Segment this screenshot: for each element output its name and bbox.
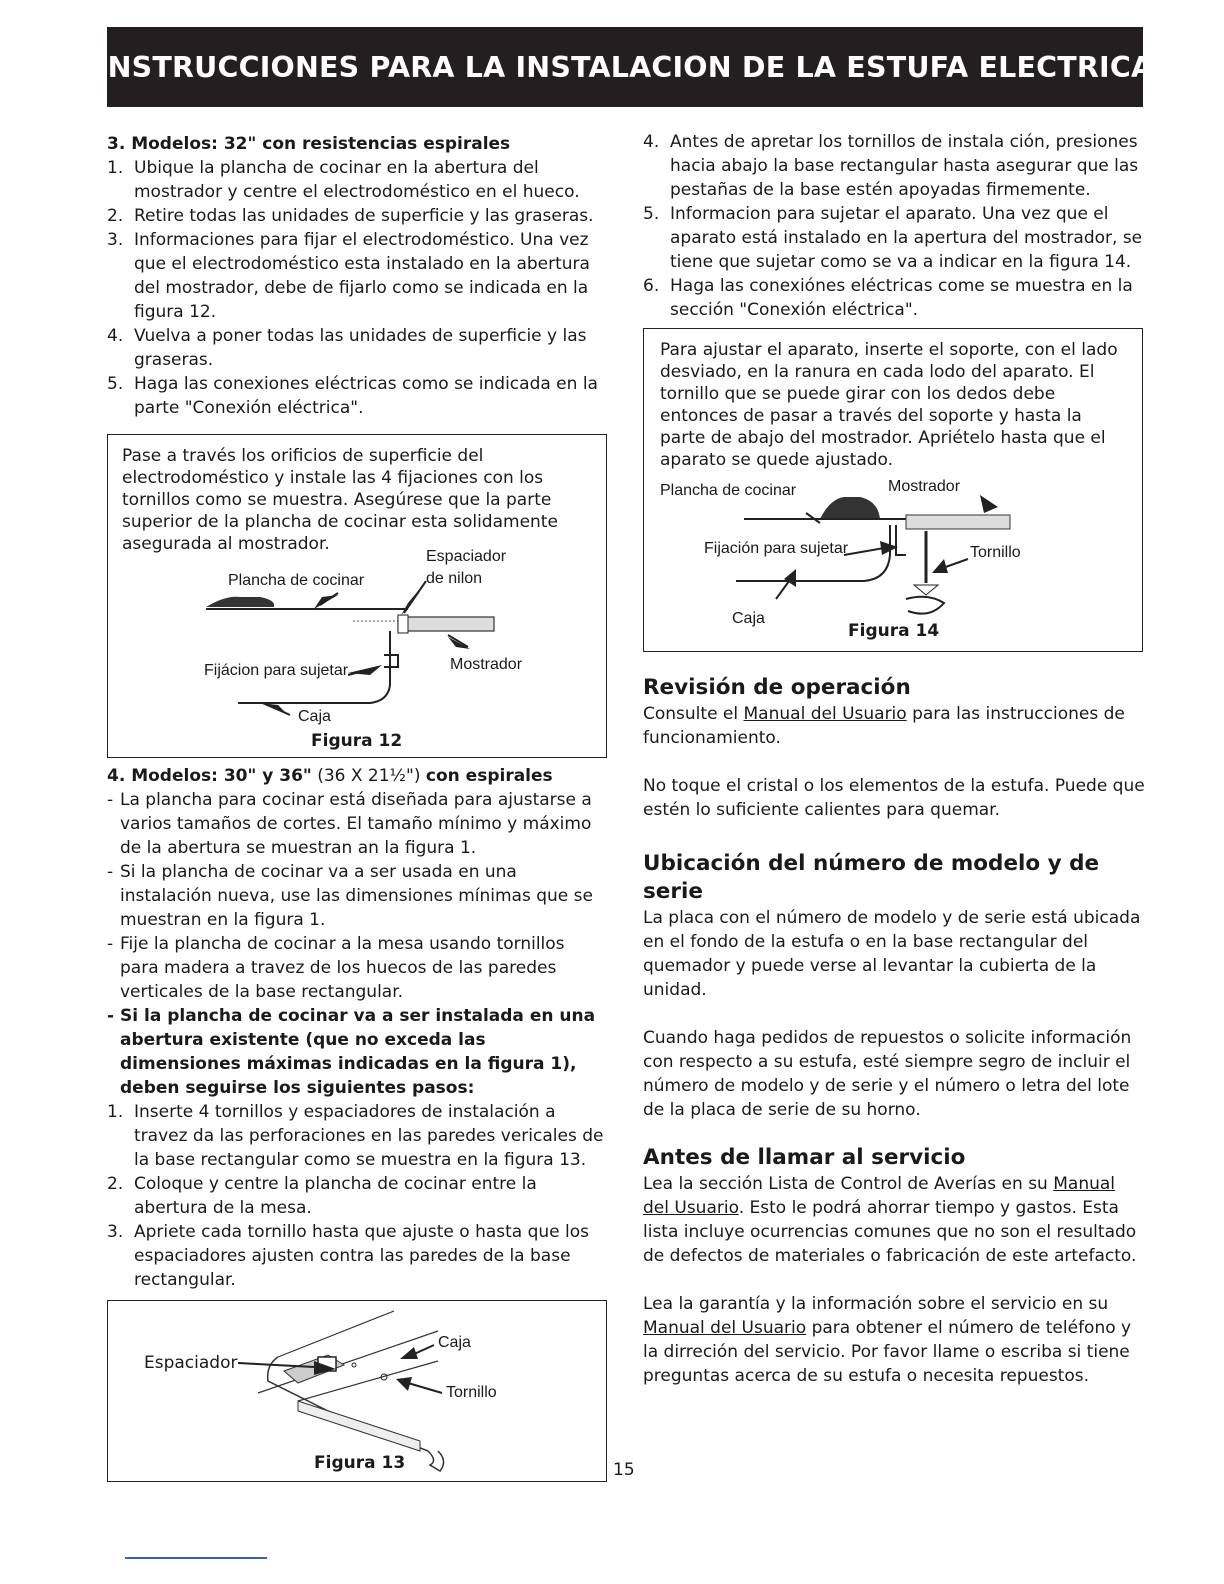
- right-column: [643, 130, 1145, 1388]
- operation-p1: Consulte el Manual del Usuario para las instrucciones de funcionamiento.: [643, 704, 1125, 748]
- list-item: 2. Retire todas las unidades de superficie y las graseras.: [107, 206, 594, 226]
- fig13-label-box: Caja: [438, 1334, 471, 1351]
- list-item: 2. Coloque y centre la plancha de cocinar entre la abertura de la mesa.: [107, 1174, 537, 1218]
- fig12-label-box: Caja: [298, 708, 331, 725]
- fig12-label-counter: Mostrador: [450, 656, 523, 673]
- user-manual-link[interactable]: Manual del Usuario: [643, 1318, 807, 1338]
- figure-13-caption: Figura 13: [314, 1453, 406, 1473]
- page-number: 15: [613, 1460, 635, 1480]
- figure-12-drawing: [108, 435, 606, 757]
- service-heading: Antes de llamar al servicio: [643, 1145, 966, 1170]
- list-item: 5. Informacion para sujetar el aparato. Una vez que el aparato está instalado en la apertura del mostrador, se tiene que sujetar como se va a indicar en la figura 14.: [643, 204, 1143, 272]
- fig12-label-spacer: Espaciador: [426, 548, 507, 565]
- fig14-label-screw: Tornillo: [970, 544, 1021, 561]
- list-item: - Si la plancha de cocinar va a ser usada en una instalación nueva, use las dimensiones mínimas que se muestran en la figura 1.: [107, 862, 593, 930]
- footer-line: [125, 1557, 267, 1559]
- figure-13: [107, 1300, 607, 1482]
- user-manual-link[interactable]: Manual del Usuario: [743, 704, 907, 724]
- figure-14-text: Para ajustar el aparato, inserte el soporte, con el lado desviado, en la ranura en cada lodo del aparato. El tornillo que se puede girar con los dedos debe entonces de pasar a través del soporte y hasta la parte de abajo del mostrador. Apriételo hasta que el aparato se quede ajustado.: [660, 340, 1118, 470]
- operation-p2: No toque el cristal o los elementos de la estufa. Puede que estén lo suficiente calientes para quemar.: [643, 776, 1145, 820]
- user-manual-link[interactable]: Manual del Usuario: [643, 1174, 1116, 1218]
- serial-p1: La placa con el número de modelo y de serie está ubicada en el fondo de la estufa o en la base rectangular del quemador y puede verse al levantar la cubierta de la unidad.: [643, 908, 1141, 1000]
- section-3-heading: 3. Modelos: 32" con resistencias espirales: [107, 134, 511, 154]
- fig14-label-clip: Fijación para sujetar: [704, 540, 849, 557]
- operation-heading: Revisión de operación: [643, 675, 911, 700]
- list-item: 1. Ubique la plancha de cocinar en la abertura del mostrador y centre el electrodoméstico en el hueco.: [107, 158, 580, 202]
- list-item: 5. Haga las conexiones eléctricas como se indicada en la parte "Conexión eléctrica".: [107, 374, 598, 418]
- serial-p2: Cuando haga pedidos de repuestos o solicite información con respecto a su estufa, esté siempre segro de incluir el número de modelo y de serie y el número o letra del lote de la placa de serie de su horno.: [643, 1028, 1132, 1120]
- left-column: [107, 132, 607, 1482]
- list-item: 4. Vuelva a poner todas las unidades de superficie y las graseras.: [107, 326, 587, 370]
- serial-heading: Ubicación del número de modelo y de serie: [643, 851, 1100, 904]
- list-item: 3. Informaciones para fijar el electrodoméstico. Una vez que el electrodoméstico esta instalado en la abertura del mostrador, debe de fijarlo como se indicada en la figura 12.: [107, 230, 590, 322]
- list-item: 4. Antes de apretar los tornillos de instala ción, presiones hacia abajo la base rectangular hasta asegurar que las pestañas de la base estén apoyadas firmemente.: [643, 132, 1139, 200]
- list-item: 6. Haga las conexiónes eléctricas come se muestra en la sección "Conexión eléctrica".: [643, 276, 1133, 320]
- list-item: - Fije la plancha de cocinar a la mesa usando tornillos para madera a travez de los huecos de las paredes verticales de la base rectangular.: [107, 934, 565, 1002]
- section-3-list: [107, 156, 607, 420]
- figure-14-caption: Figura 14: [848, 621, 940, 641]
- figure-12-caption: Figura 12: [311, 731, 403, 751]
- figure-12: [107, 434, 607, 758]
- list-item: - La plancha para cocinar está diseñada para ajustarse a varios tamaños de cortes. El tamaño mínimo y máximo de la abertura se muestran an la figura 1.: [107, 790, 592, 858]
- figure-12-text: Pase a través los orificios de superficie del electrodoméstico y instale las 4 fijaciones con los tornillos como se muestra. Asegúrese que la parte superior de la plancha de cocinar esta solidamente asegurada al mostrador.: [122, 446, 558, 554]
- list-item: 1. Inserte 4 tornillos y espaciadores de instalación a travez da las perforaciones en las paredes vericales de la base rectangular como se muestra en la figura 13.: [107, 1102, 604, 1170]
- service-p2: Lea la garantía y la información sobre el servicio en su Manual del Usuario para obtener el número de teléfono y la dirreción del servicio. Por favor llame o escriba si tiene preguntas acerca de su estufa o necesita repuestos.: [643, 1294, 1132, 1386]
- list-item: 3. Apriete cada tornillo hasta que ajuste o hasta que los espaciadores ajusten contra las paredes de la base rectangular.: [107, 1222, 590, 1290]
- fig12-label-griddle: Plancha de cocinar: [228, 572, 365, 589]
- fig12-label-spacer-nylon: de nilon: [426, 570, 483, 587]
- fig12-label-clip: Fijácion para sujetar: [204, 662, 349, 679]
- fig14-label-counter: Mostrador: [888, 478, 961, 495]
- page-banner: INSTRUCCIONES PARA LA INSTALACION DE LA ESTUFA ELECTRICA: [107, 27, 1143, 107]
- fig14-label-griddle: Plancha de cocinar: [660, 482, 797, 499]
- fig14-label-box: Caja: [732, 610, 765, 627]
- figure-14: [643, 328, 1143, 652]
- list-item-bold: - Si la plancha de cocinar va a ser instalada en una abertura existente (que no exceda las dimensiones máximas indicadas en la figura 1), deben seguirse los siguientes pasos:: [107, 1006, 596, 1098]
- fig13-label-screw: Tornillo: [446, 1384, 497, 1401]
- service-p1: Lea la sección Lista de Control de Averías en su Manual del Usuario. Esto le podrá ahorrar tiempo y gastos. Esta lista incluye ocurrencias comunes que no son el resultado de defectos de materiales o fabricación de este artefacto.: [643, 1174, 1137, 1266]
- section-4-heading: 4. Modelos: 30" y 36" (36 X 21½") con espirales: [107, 766, 553, 786]
- fig13-label-spacer: Espaciador: [144, 1353, 238, 1373]
